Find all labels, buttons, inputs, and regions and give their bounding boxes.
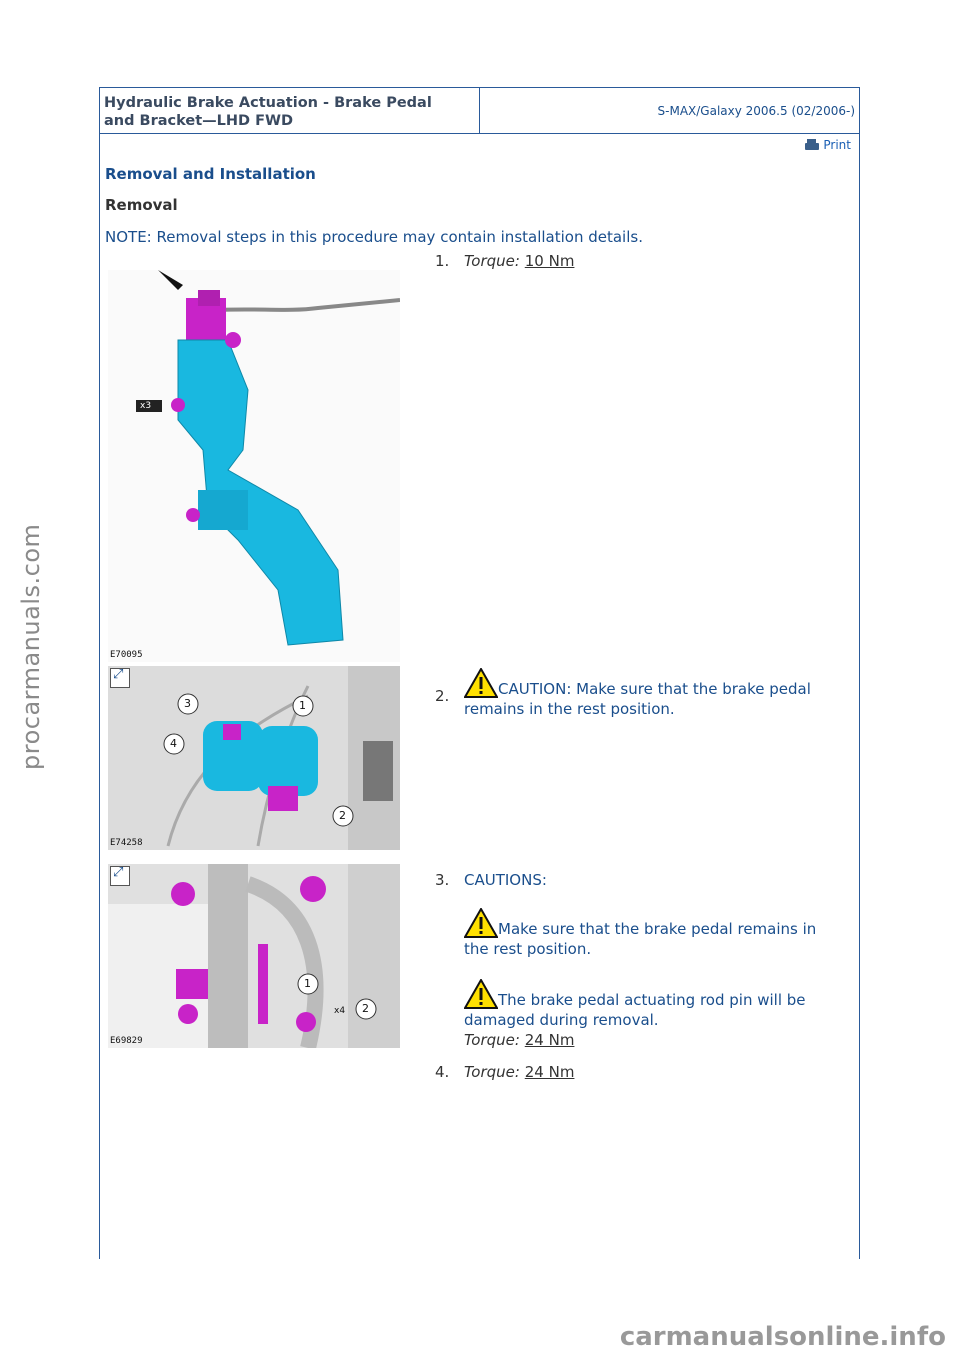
bracket-illustration	[108, 864, 400, 1048]
title-line-2: and Bracket—LHD FWD	[104, 113, 294, 129]
torque-value[interactable]: 24 Nm	[524, 1031, 575, 1049]
figure-pedal-bracket	[108, 864, 400, 1048]
step-number: 3.	[435, 871, 450, 889]
warning-icon	[464, 908, 498, 938]
print-label: Print	[823, 138, 851, 152]
zoom-button[interactable]	[110, 668, 130, 688]
pedal-illustration	[108, 270, 400, 662]
callout-1: 1	[299, 699, 306, 712]
torque-label: Torque:	[464, 1063, 520, 1081]
figure-brake-switch	[108, 666, 400, 850]
subsection-title: Removal	[105, 196, 178, 214]
model-label: S-MAX/Galaxy 2006.5 (02/2006-)	[657, 104, 855, 118]
watermark-bottom: carmanualsonline.info	[619, 1322, 946, 1352]
callout-2: 2	[339, 809, 346, 822]
printer-icon	[805, 139, 819, 151]
step-number: 4.	[435, 1063, 450, 1081]
watermark-left: procarmanuals.com	[17, 523, 45, 770]
note-text: NOTE: Removal steps in this procedure may contain installation details.	[105, 228, 643, 246]
caution-text: Make sure that the brake pedal remains in the rest position.	[464, 920, 817, 958]
figure-pedal-assembly	[108, 270, 400, 662]
torque-value[interactable]: 24 Nm	[524, 1063, 575, 1081]
page-title	[100, 88, 480, 133]
zoom-icon: ⤢	[113, 865, 124, 880]
warning-icon	[464, 979, 498, 1009]
caution-text: CAUTION: Make sure that the brake pedal remains in the rest position.	[464, 680, 811, 718]
callout-x4: x4	[334, 1006, 346, 1016]
switch-illustration	[108, 666, 400, 850]
figure-code: E69829	[110, 1036, 143, 1046]
caution-text: The brake pedal actuating rod pin will be damaged during removal.	[464, 991, 806, 1029]
title-line-1: Hydraulic Brake Actuation - Brake Pedal	[104, 95, 432, 111]
section-title: Removal and Installation	[105, 165, 316, 183]
torque-value[interactable]: 10 Nm	[524, 252, 575, 270]
torque-label: Torque:	[464, 252, 520, 270]
figure-code: E74258	[110, 838, 143, 848]
page-header	[100, 88, 859, 134]
document-frame	[99, 87, 860, 1259]
callout-4: 4	[170, 737, 177, 750]
print-button[interactable]	[805, 138, 851, 152]
step-number: 1.	[435, 252, 450, 270]
callout-x3: x3	[140, 401, 152, 411]
step-number: 2.	[435, 687, 450, 705]
callout-3: 3	[184, 697, 191, 710]
cautions-heading: CAUTIONS:	[464, 871, 547, 889]
callout-2: 2	[362, 1002, 369, 1015]
zoom-button[interactable]	[110, 866, 130, 886]
zoom-icon: ⤢	[113, 667, 124, 682]
figure-code: E70095	[110, 650, 143, 660]
callout-1: 1	[304, 977, 311, 990]
torque-label: Torque:	[464, 1031, 520, 1049]
warning-icon	[464, 668, 498, 698]
